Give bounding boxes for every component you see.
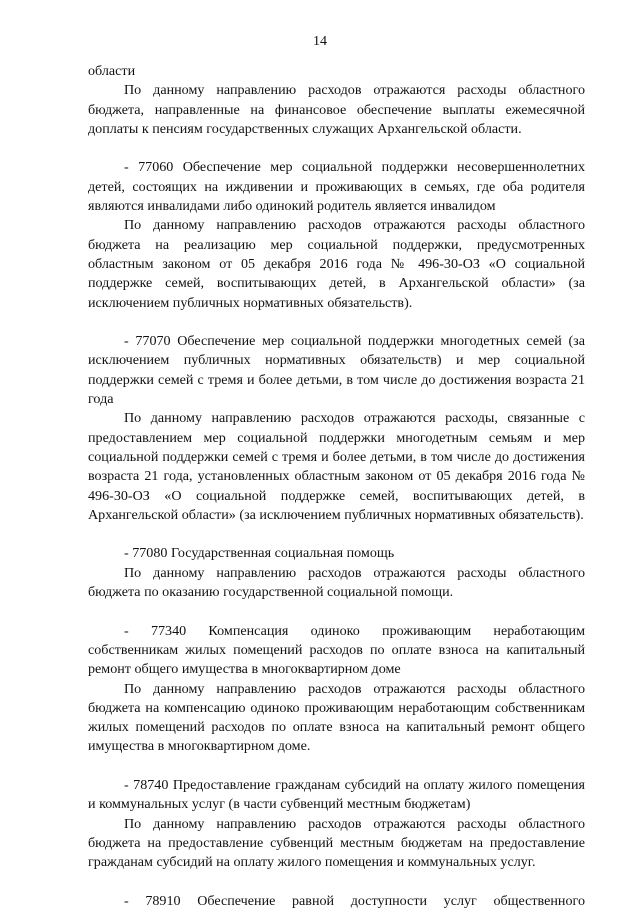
paragraph: По данному направлению расходов отражаются расходы, связанные с предоставлением мер социальной поддержки многодетным семьям и мер социальной поддержки семей с тремя и более детьми, в том числе до достижения возраста 21 года, установленных областным законом от 05 декабря 2016 года № 496-30-ОЗ «О социальной поддержке семей, воспитывающих детей, в Архангельской области» (за исключением публичных нормативных обязательств).: [88, 410, 585, 523]
paragraph: - 77070 Обеспечение мер социальной поддержки многодетных семей (за исключением публичных нормативных обязательств) и мер социальной поддержки семей с тремя и более детьми, в том числе до достижения возраста 21 года: [88, 333, 585, 408]
page-number: 14: [313, 34, 327, 49]
paragraph: - 78910 Обеспечение равной доступности услуг общественного: [124, 892, 585, 909]
paragraph: - 78740 Предоставление гражданам субсидий на оплату жилого помещения и коммунальных услуг (в части субвенций местным бюджетам): [88, 776, 585, 813]
paragraph: По данному направлению расходов отражаются расходы областного бюджета по оказанию государственной социальной помощи.: [88, 564, 585, 601]
paragraph: По данному направлению расходов отражаются расходы областного бюджета на реализацию мер социальной поддержки, предусмотренных областным законом от 05 декабря 2016 года № 496-30-ОЗ «О социальной поддержке семей, воспитывающих детей, в Архангельской области» (за исключением публичных нормативных обязательств).: [88, 217, 585, 311]
paragraph: По данному направлению расходов отражаются расходы областного бюджета, направленные на финансовое обеспечение выплаты ежемесячной доплаты к пенсиям государственных служащих Архангельской области.: [88, 82, 585, 137]
paragraph: По данному направлению расходов отражаются расходы областного бюджета на компенсацию одиноко проживающим неработающим собственникам жилых помещений расходов по оплате взноса на капитальный ремонт общего имущества в многоквартирном доме.: [88, 680, 585, 755]
paragraph: - 77340 Компенсация одиноко проживающим неработающим собственникам жилых помещений расходов по оплате взноса на капитальный ремонт общего имущества в многоквартирном доме: [88, 622, 585, 678]
paragraph: - 77080 Государственная социальная помощь: [124, 545, 395, 562]
paragraph: По данному направлению расходов отражаются расходы областного бюджета на предоставление субвенций местным бюджетам на предоставление гражданам субсидий на оплату жилого помещения и коммунальных услуг.: [88, 815, 585, 871]
paragraph: области: [88, 63, 136, 79]
document-body: [88, 62, 585, 911]
paragraph: - 77060 Обеспечение мер социальной поддержки несовершеннолетних детей, состоящих на иждивении и проживающих в семьях, где оба родителя являются инвалидами либо одинокий родитель является инвалидом: [88, 159, 585, 215]
